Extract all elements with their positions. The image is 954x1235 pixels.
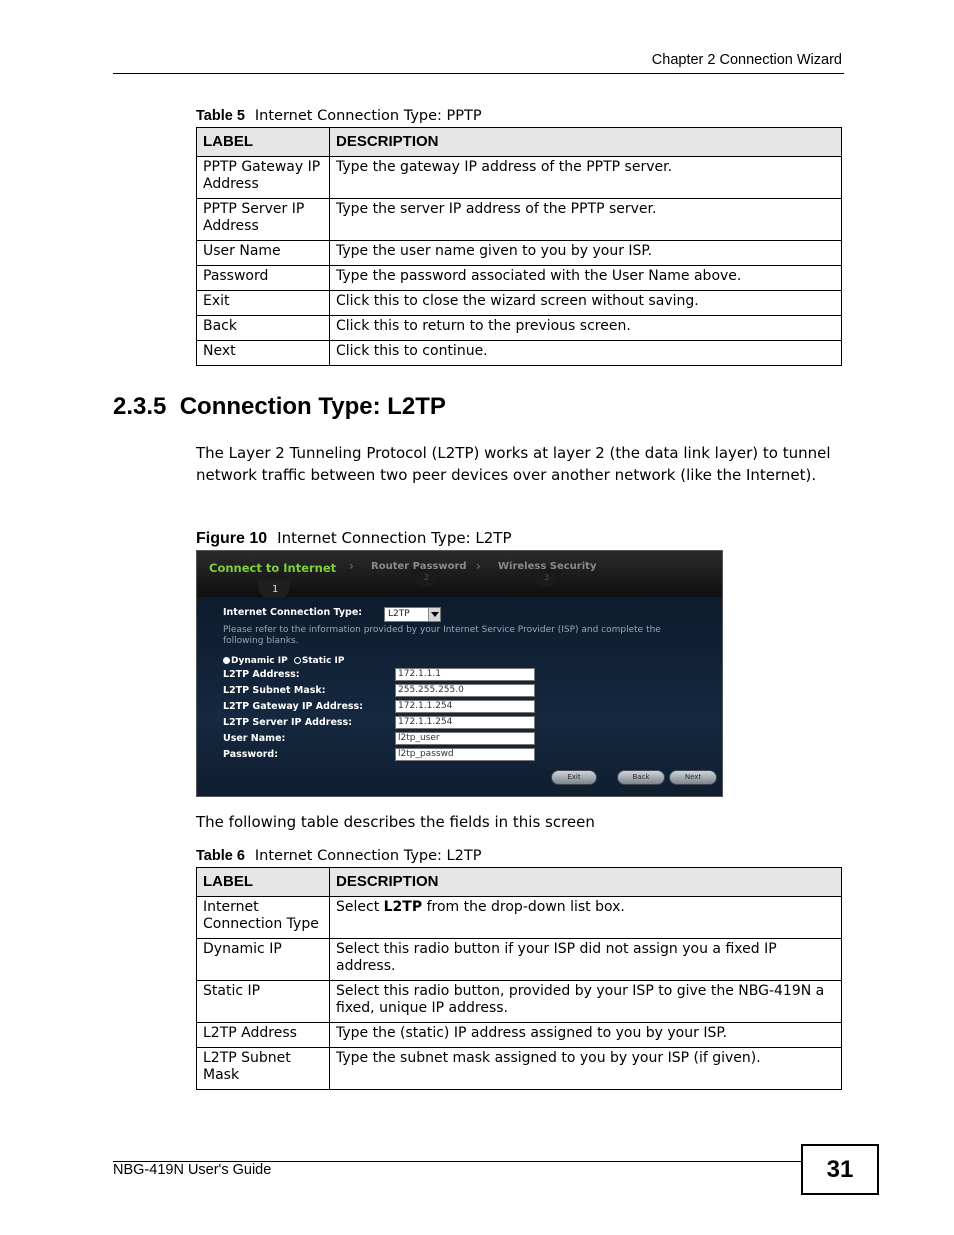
table-row [197,199,842,241]
l2tp-gateway-ip-input[interactable]: 172.1.1.254 [395,700,535,713]
step-wireless-security[interactable]: Wireless Security [498,561,597,572]
table5-caption-label: Table 5 [196,108,245,124]
table-header-row [197,868,842,897]
figure10-caption [196,529,512,548]
desc-suffix: from the drop-down list box. [422,899,625,915]
table-row [197,1023,842,1048]
l2tp-gateway-ip-label: L2TP Gateway IP Address: [223,701,363,712]
col-label-header: LABEL [197,128,330,157]
row-label: Dynamic IP [197,939,330,981]
row-description: Select this radio button, provided by your ISP to give the NBG-419N a fixed, unique IP address. [330,981,842,1023]
row-label: Exit [197,291,330,316]
row-label: PPTP Gateway IP Address [197,157,330,199]
l2tp-subnet-mask-label: L2TP Subnet Mask: [223,685,326,696]
row-label: L2TP Address [197,1023,330,1048]
row-label: PPTP Server IP Address [197,199,330,241]
step-router-password[interactable]: Router Password [371,561,467,572]
table-row [197,316,842,341]
col-label-header: LABEL [197,868,330,897]
row-label: Password [197,266,330,291]
row-label: L2TP Subnet Mask [197,1048,330,1090]
wizard-step-bar [197,551,722,597]
isp-note: Please refer to the information provided by your Internet Service Provider (ISP) and complete the following blanks. [223,625,661,646]
static-ip-label: Static IP [301,656,345,666]
table6-caption-label: Table 6 [196,848,245,864]
col-description-header: DESCRIPTION [330,128,842,157]
l2tp-address-input[interactable]: 172.1.1.1 [395,668,535,681]
l2tp-subnet-mask-input[interactable]: 255.255.255.0 [395,684,535,697]
static-ip-radio[interactable] [294,657,301,664]
table-intro-text: The following table describes the fields in this screen [196,813,595,831]
connection-type-label: Internet Connection Type: [223,607,363,618]
step-number: 3 [544,573,550,582]
desc-keyword: L2TP [383,899,423,915]
l2tp-address-label: L2TP Address: [223,669,300,680]
header-rule [113,73,844,74]
row-description: Type the (static) IP address assigned to you by your ISP. [330,1023,842,1048]
table-header-row [197,128,842,157]
back-button[interactable]: Back [617,770,665,785]
dynamic-ip-radio[interactable] [223,657,230,664]
chevron-right-icon: › [476,559,481,573]
figure10-caption-title: Internet Connection Type: L2TP [277,529,512,547]
table6-caption [196,848,481,864]
step-number: 2 [424,573,430,582]
row-label: Static IP [197,981,330,1023]
table-row [197,157,842,199]
desc-prefix: Select [336,899,384,915]
row-description: Type the password associated with the User Name above. [330,266,842,291]
row-description: Type the server IP address of the PPTP server. [330,199,842,241]
table-row [197,897,842,939]
table6 [196,867,842,1090]
table-row [197,291,842,316]
user-name-input[interactable]: l2tp_user [395,732,535,745]
row-label: Next [197,341,330,366]
connection-type-value: L2TP [388,609,410,619]
user-name-label: User Name: [223,733,286,744]
table-row [197,241,842,266]
figure10-caption-label: Figure 10 [196,530,268,547]
table-row [197,939,842,981]
table-row [197,981,842,1023]
col-description-header: DESCRIPTION [330,868,842,897]
table5-caption-title: Internet Connection Type: PPTP [254,108,482,124]
row-description [330,897,842,939]
l2tp-server-ip-input[interactable]: 172.1.1.254 [395,716,535,729]
guide-title: NBG-419N User's Guide [113,1162,272,1178]
row-description: Click this to close the wizard screen without saving. [330,291,842,316]
row-label: Internet Connection Type [197,897,330,939]
table5-caption [196,108,482,124]
row-description: Type the user name given to you by your ISP. [330,241,842,266]
exit-button[interactable]: Exit [551,770,597,785]
page-number: 31 [801,1144,879,1195]
row-label: Back [197,316,330,341]
table5 [196,127,842,366]
table-row [197,1048,842,1090]
row-description: Type the subnet mask assigned to you by your ISP (if given). [330,1048,842,1090]
chevron-right-icon: › [349,559,354,573]
intro-paragraph: The Layer 2 Tunneling Protocol (L2TP) works at layer 2 (the data link layer) to tunnel network traffic between two peer devices over another network (like the Internet). [196,444,831,484]
row-description: Type the gateway IP address of the PPTP server. [330,157,842,199]
row-description: Select this radio button if your ISP did not assign you a fixed IP address. [330,939,842,981]
connection-type-select[interactable] [384,607,441,622]
step-connect-to-internet[interactable]: Connect to Internet [209,561,337,575]
ip-type-radio-group [223,656,345,666]
table6-caption-title: Internet Connection Type: L2TP [254,848,482,864]
password-input[interactable]: l2tp_passwd [395,748,535,761]
l2tp-wizard-screenshot [196,550,723,797]
table-row [197,341,842,366]
dynamic-ip-label: Dynamic IP [231,656,288,666]
l2tp-server-ip-label: L2TP Server IP Address: [223,717,353,728]
row-description: Click this to return to the previous screen. [330,316,842,341]
chapter-header: Chapter 2 Connection Wizard [651,52,842,68]
next-button[interactable]: Next [669,770,717,785]
table-row [197,266,842,291]
chevron-down-icon[interactable] [428,608,440,621]
step-number: 1 [272,584,279,595]
section-title: 2.3.5 Connection Type: L2TP [113,393,446,420]
row-label: User Name [197,241,330,266]
password-label: Password: [223,749,279,760]
row-description: Click this to continue. [330,341,842,366]
